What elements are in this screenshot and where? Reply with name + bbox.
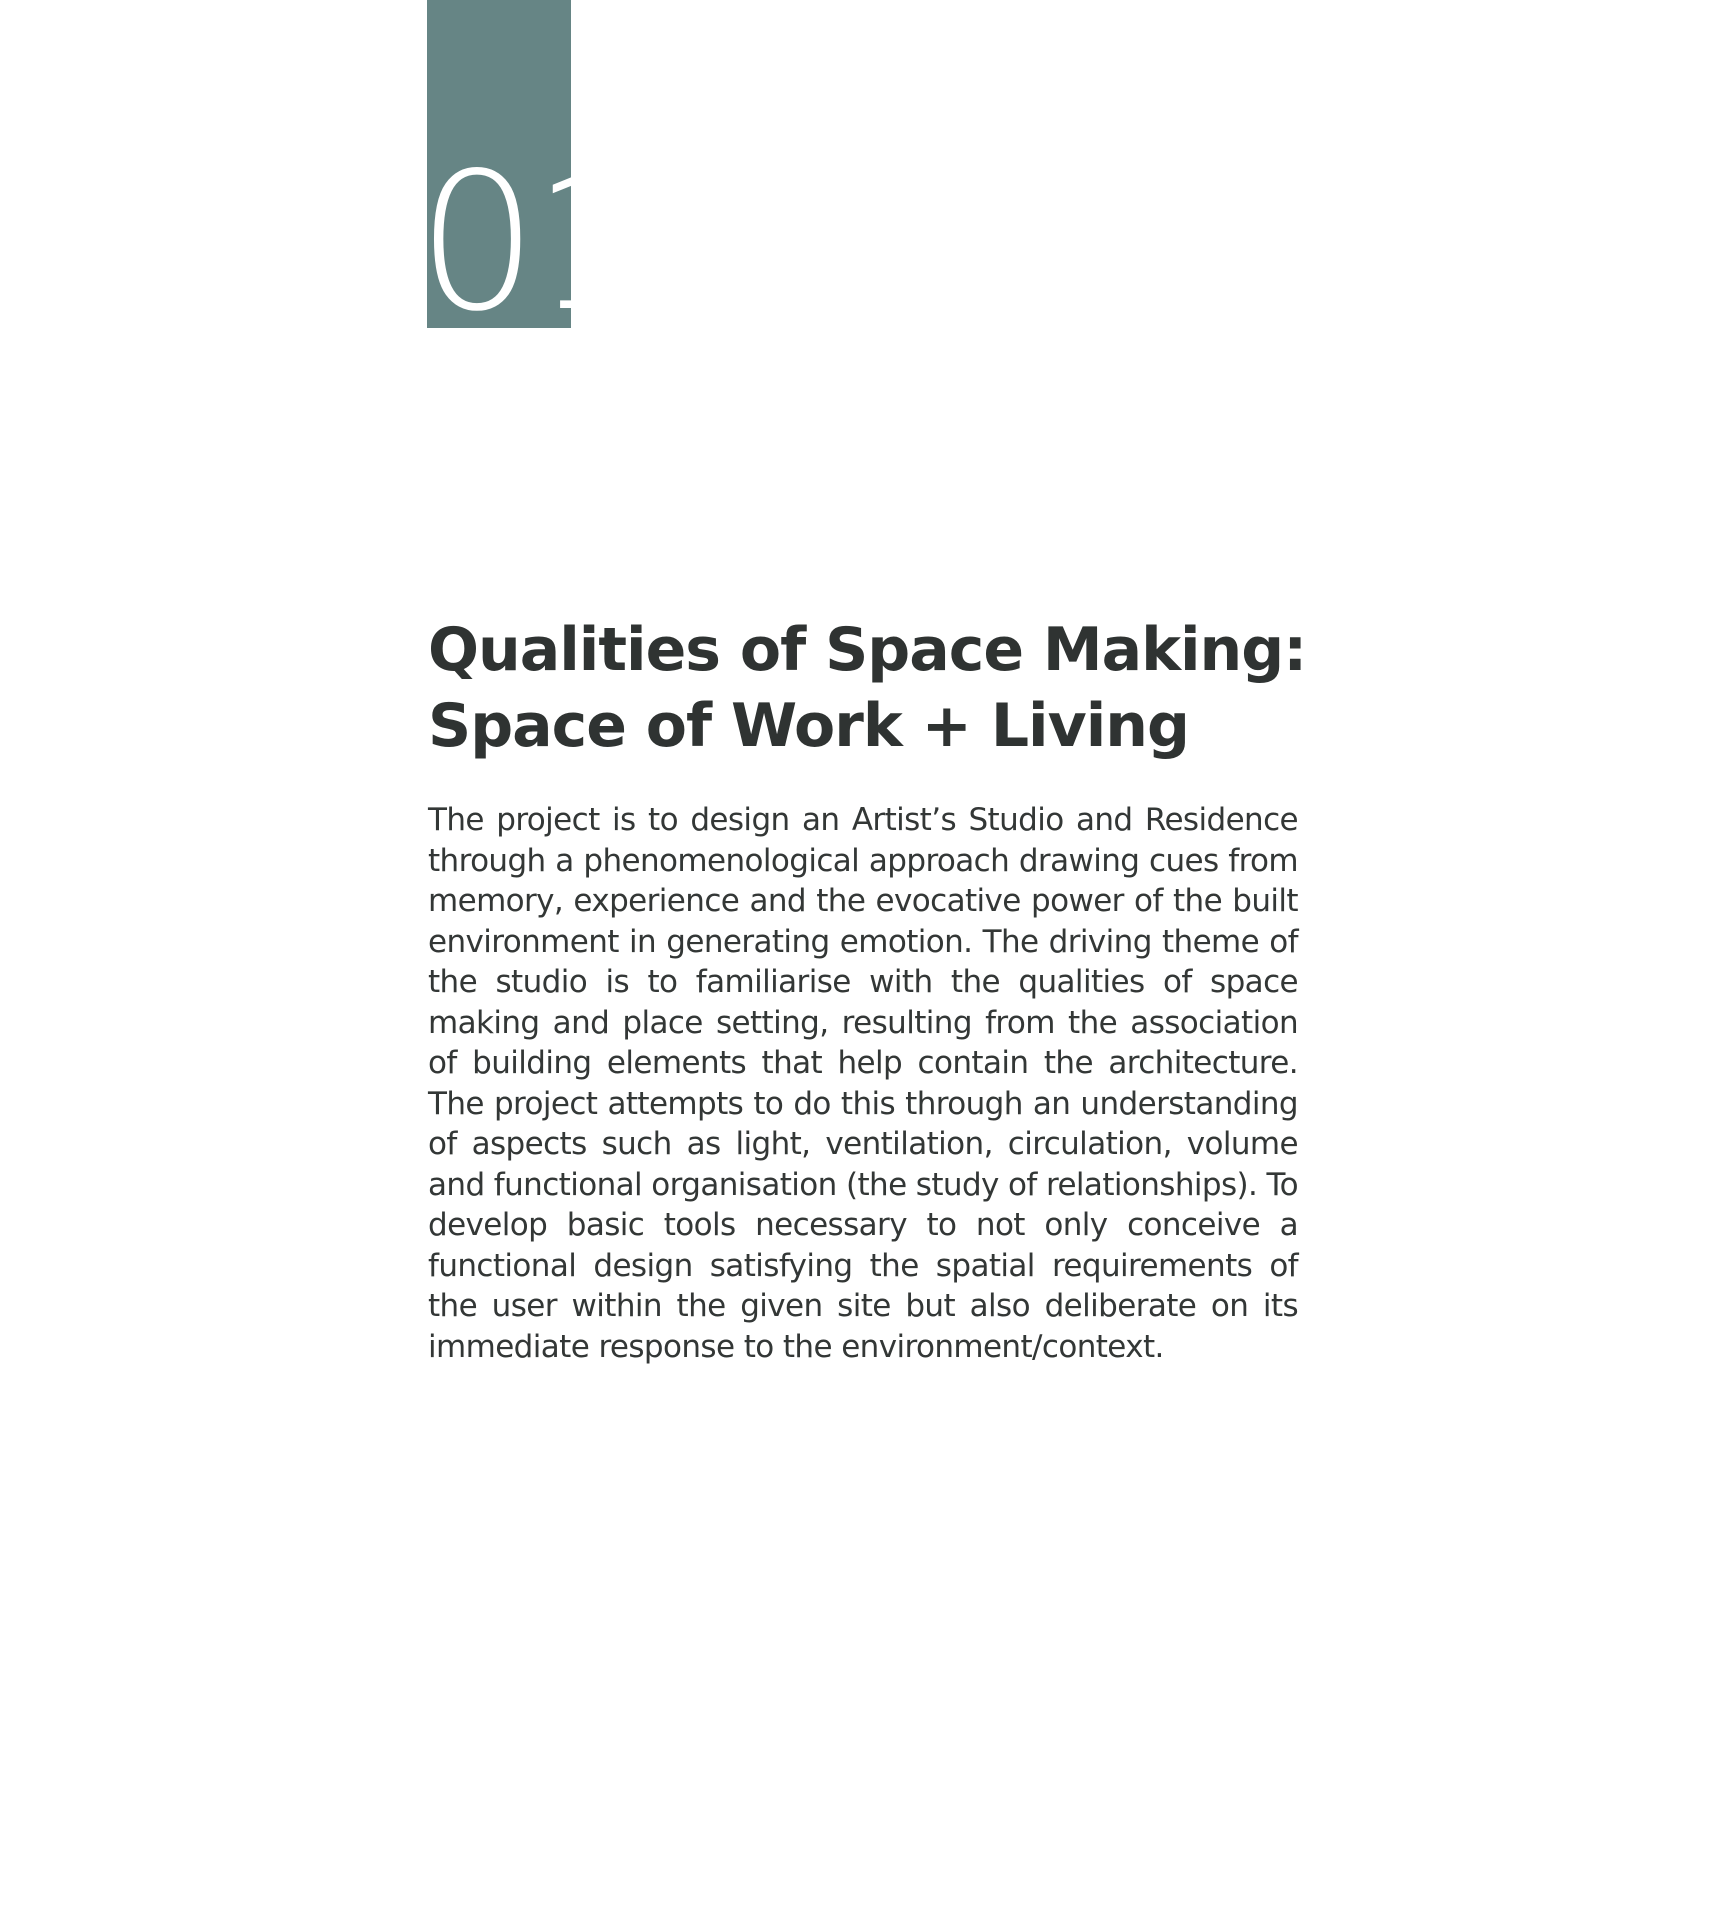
section-body-text: The project is to design an Artist’s Studio and Residence through a phenomenological approach drawing cues from memory, experience and the evocative power of the built environment in generating emotion. The driving theme of the studio is to familiarise with the qualities of space making and place setting, resulting from the association of building elements that help contain the architecture. The project attempts to do this through an understanding of aspects such as light, ventilation, circulation, volume and functional organisation (the study of relationships). To develop basic tools necessary to not only conceive a functional design satisfying the spatial requirements of the user within the given site but also deliberate on its immediate response to the environment/context. bbox=[428, 802, 1298, 1365]
section-title bbox=[428, 612, 1307, 764]
section-title-line-1: Qualities of Space Making: bbox=[428, 615, 1307, 685]
chapter-number: 01 bbox=[417, 132, 647, 353]
section-title-line-2: Space of Work + Living bbox=[428, 691, 1189, 761]
section-content bbox=[428, 612, 1307, 1367]
chapter-tab bbox=[417, 0, 647, 353]
